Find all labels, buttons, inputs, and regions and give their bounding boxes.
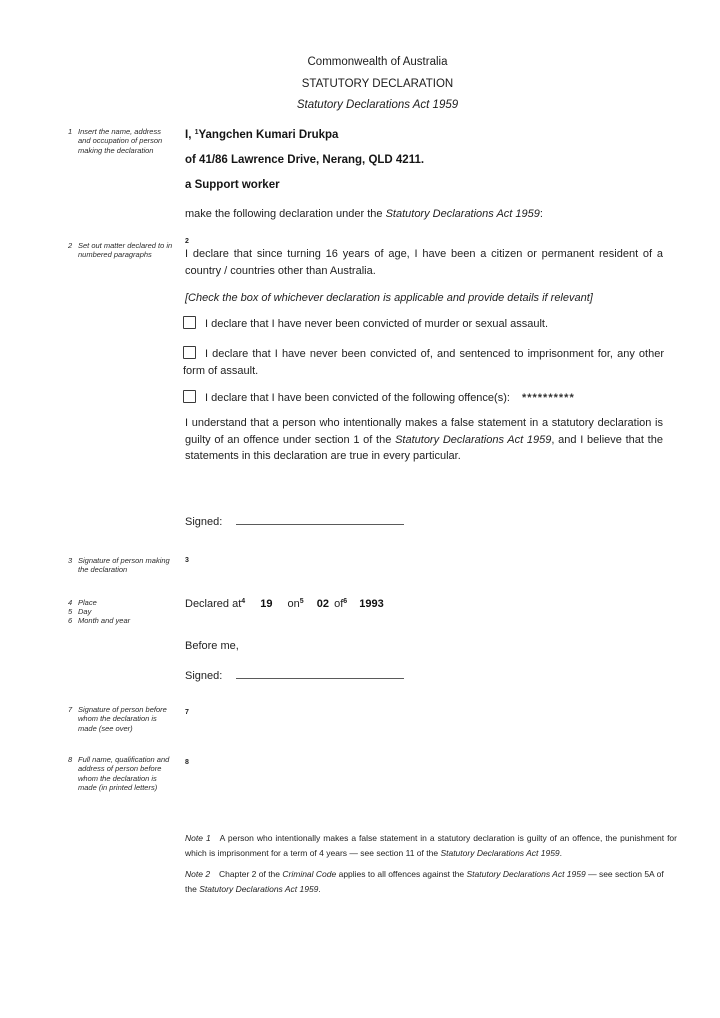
margin-note-6 — [68, 616, 174, 625]
footnote-1-text: A person who intentionally makes a false statement in a statutory declaration is guilty of an offence, the punishment for which is imprisonment for a term of 4 years — see section 11 of the — [185, 833, 677, 858]
declaration-intro-line — [185, 206, 663, 223]
declared-at-line — [185, 598, 384, 610]
declarant-signature-ref: 3 — [185, 557, 189, 564]
para2-ref: 2 — [185, 238, 189, 245]
checkbox-3-label: I declare that I have been convicted of the following offence(s): — [205, 392, 510, 404]
witness-signed-row — [185, 666, 404, 682]
margin-note-3 — [68, 556, 174, 575]
margin-note-1 — [68, 127, 174, 155]
declarant-signature-line[interactable] — [236, 512, 404, 525]
understanding-paragraph — [185, 415, 663, 465]
declarant-block — [185, 123, 663, 198]
day-ref: 5 — [299, 598, 304, 605]
header-act: Statutory Declarations Act 1959 — [296, 99, 459, 111]
footnote-2-label: Note 2 — [185, 869, 211, 880]
margin-note-4 — [68, 598, 174, 607]
declarant-occupation-line: a Support worker — [185, 179, 280, 191]
margin-note-6-text: Month and year — [78, 616, 131, 625]
day-value[interactable]: 02 — [316, 598, 330, 610]
declarant-ref: 1 — [194, 129, 199, 136]
declarant-name-line — [185, 123, 663, 148]
checkbox-2[interactable] — [183, 346, 196, 359]
footnotes — [185, 831, 677, 896]
witness-signature-line[interactable] — [236, 666, 404, 679]
of-label: of — [334, 598, 344, 610]
declarant-name: Yangchen Kumari Drukpa — [198, 129, 339, 141]
margin-note-8 — [68, 755, 174, 793]
footnote-2-criminal-code: Criminal Code — [282, 869, 337, 880]
margin-note-2 — [68, 241, 174, 260]
margin-note-1-text: Insert the name, address and occupation of person making the declaration — [78, 127, 163, 155]
place-ref: 4 — [241, 598, 246, 605]
witness-signature-ref: 7 — [185, 709, 189, 716]
margin-note-6-num: 6 — [68, 616, 73, 625]
footnote-2-act1: Statutory Declarations Act 1959 — [466, 869, 586, 880]
header-country: Commonwealth of Australia — [307, 56, 448, 68]
margin-note-3-text: Signature of person making the declaration — [78, 556, 170, 575]
margin-note-4-text: Place — [78, 598, 97, 607]
witness-signed-label: Signed: — [185, 670, 223, 682]
margin-note-3-num: 3 — [68, 556, 73, 565]
intro-colon: : — [539, 208, 543, 220]
understanding-act: Statutory Declarations Act 1959 — [395, 433, 552, 446]
margin-note-5-num: 5 — [68, 607, 73, 616]
on-label: on — [287, 598, 300, 610]
checkbox-2-label: I declare that I have never been convicted of, and sentenced to imprisonment for, any other form of assault. — [183, 348, 664, 377]
checkbox-3[interactable] — [183, 390, 196, 403]
margin-note-4-num: 4 — [68, 598, 73, 607]
footnote-1-label: Note 1 — [185, 833, 211, 843]
month-year-value[interactable]: 1993 — [359, 598, 384, 610]
month-ref: 6 — [343, 598, 348, 605]
footnote-2-act2: Statutory Declarations Act 1959 — [199, 883, 319, 894]
margin-note-8-num: 8 — [68, 755, 73, 764]
witness-details-ref: 8 — [185, 759, 189, 766]
footnote-1: Note 1 A person who intentionally makes a false statement in a statutory declaration is guilty of an offence, the punishment for which is imprisonment for a term of 4 years — see section 11 of the Statutory Declarations Act 1959. — [185, 833, 677, 858]
checkbox-1-label: I declare that I have never been convicted of murder or sexual assault. — [205, 318, 549, 330]
footnote-1-act: Statutory Declarations Act 1959 — [440, 847, 560, 858]
declarant-signed-label: Signed: — [185, 516, 223, 528]
place-value[interactable]: 19 — [260, 598, 273, 610]
checkbox-instruction: [Check the box of whichever declaration is applicable and provide details if relevant] — [185, 292, 593, 304]
checkbox-row-2 — [183, 346, 664, 379]
declared-at-label: Declared at — [185, 598, 242, 610]
margin-note-1-num: 1 — [68, 127, 73, 136]
intro-pre: make the following declaration under the — [185, 208, 386, 220]
declarant-address-line: of 41/86 Lawrence Drive, Nerang, QLD 4211. — [185, 154, 425, 166]
declarant-signed-row — [185, 512, 404, 528]
margin-note-8-text: Full name, qualification and address of person before whom the declaration is made (in printed letters) — [78, 755, 170, 793]
checkbox-1[interactable] — [183, 316, 196, 329]
before-me-label: Before me, — [185, 640, 239, 652]
margin-note-5-text: Day — [78, 607, 92, 616]
intro-act: Statutory Declarations Act 1959 — [385, 208, 540, 220]
understanding-p1: I understand that a person who intentionally makes a false statement in a statutory declaration is guilty of an offence under section 1 of the — [185, 417, 663, 446]
margin-note-7 — [68, 705, 174, 733]
footnote-2: Note 2 Chapter 2 of the Criminal Code applies to all offences against the Statutory Declarations Act 1959 — see section 5A of the Statutory Declarations Act 1959. — [185, 869, 664, 894]
para2-text: I declare that since turning 16 years of age, I have been a citizen or permanent resident of a country / countries other than Australia. — [185, 248, 663, 277]
checkbox-3-offence-value[interactable]: ********** — [521, 392, 575, 404]
checkbox-row-3 — [183, 390, 664, 407]
margin-note-7-num: 7 — [68, 705, 73, 714]
margin-note-2-text: Set out matter declared to in numbered paragraphs — [78, 241, 173, 260]
margin-note-7-text: Signature of person before whom the declaration is made (see over) — [78, 705, 167, 733]
understanding-p2: , and I believe that the statements in this declaration are true in every particular. — [185, 433, 663, 462]
declarant-prefix: I, — [185, 129, 192, 141]
document-header — [20, 52, 720, 117]
margin-note-5 — [68, 607, 174, 616]
checkbox-row-1 — [183, 316, 664, 333]
margin-note-2-num: 2 — [68, 241, 73, 250]
header-title: STATUTORY DECLARATION — [301, 77, 454, 90]
